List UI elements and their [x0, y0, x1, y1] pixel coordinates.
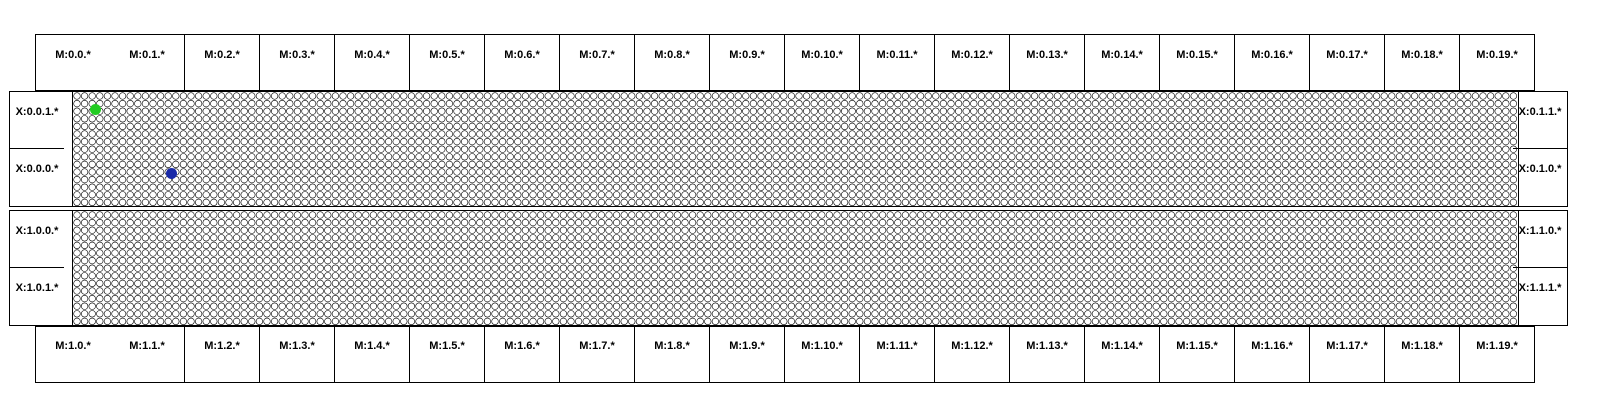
top-module-tab[interactable]: M:0.16.* — [1235, 34, 1310, 91]
block-0-right-label-0: X:0.1.1.* — [1518, 106, 1562, 118]
bottom-module-tab[interactable]: M:1.18.* — [1385, 326, 1460, 383]
block-0 — [9, 91, 1568, 207]
divider — [10, 148, 64, 149]
top-module-tab[interactable]: M:0.9.* — [710, 34, 785, 91]
top-module-tab[interactable]: M:0.11.* — [860, 34, 935, 91]
top-module-tab[interactable]: M:0.18.* — [1385, 34, 1460, 91]
divider — [1513, 267, 1567, 268]
top-module-tab[interactable]: M:0.3.* — [260, 34, 335, 91]
pin-grid — [72, 211, 1519, 325]
top-module-tab[interactable]: M:0.6.* — [485, 34, 560, 91]
bottom-module-tab[interactable]: M:1.14.* — [1085, 326, 1160, 383]
top-module-tab[interactable]: M:0.13.* — [1010, 34, 1085, 91]
block-1 — [9, 210, 1568, 326]
top-module-tab[interactable]: M:0.17.* — [1310, 34, 1385, 91]
top-module-tab[interactable]: M:0.8.* — [635, 34, 710, 91]
bottom-module-tab[interactable]: M:1.0.* — [35, 326, 111, 383]
top-module-tab[interactable]: M:0.19.* — [1460, 34, 1535, 91]
top-module-tab[interactable]: M:0.14.* — [1085, 34, 1160, 91]
top-module-tab[interactable]: M:0.15.* — [1160, 34, 1235, 91]
bottom-module-tab[interactable]: M:1.5.* — [410, 326, 485, 383]
block-1-right-label-1: X:1.1.1.* — [1518, 282, 1562, 294]
bottom-module-tab[interactable]: M:1.2.* — [185, 326, 260, 383]
divider — [1513, 148, 1567, 149]
bottom-module-tab[interactable]: M:1.8.* — [635, 326, 710, 383]
bottom-module-tab[interactable]: M:1.9.* — [710, 326, 785, 383]
block-0-left-label-0: X:0.0.1.* — [15, 106, 59, 118]
blue-marker[interactable] — [166, 168, 177, 179]
bottom-module-tab[interactable]: M:1.10.* — [785, 326, 860, 383]
bottom-module-tab[interactable]: M:1.3.* — [260, 326, 335, 383]
bottom-module-tab[interactable]: M:1.11.* — [860, 326, 935, 383]
block-0-left-label-1: X:0.0.0.* — [15, 163, 59, 175]
bottom-module-tab[interactable]: M:1.15.* — [1160, 326, 1235, 383]
bottom-module-tab[interactable]: M:1.12.* — [935, 326, 1010, 383]
top-module-tab[interactable]: M:0.4.* — [335, 34, 410, 91]
bottom-module-tab[interactable]: M:1.4.* — [335, 326, 410, 383]
divider — [10, 267, 64, 268]
pin-grid — [72, 92, 1519, 206]
bottom-module-tab[interactable]: M:1.16.* — [1235, 326, 1310, 383]
top-module-tab[interactable]: M:0.1.* — [110, 34, 185, 91]
green-marker[interactable] — [90, 104, 101, 115]
block-1-right-label-0: X:1.1.0.* — [1518, 225, 1562, 237]
bottom-module-tab[interactable]: M:1.17.* — [1310, 326, 1385, 383]
bottom-module-tab[interactable]: M:1.13.* — [1010, 326, 1085, 383]
top-module-tab[interactable]: M:0.0.* — [35, 34, 111, 91]
top-module-tab[interactable]: M:0.10.* — [785, 34, 860, 91]
block-0-right-label-1: X:0.1.0.* — [1518, 163, 1562, 175]
top-module-tab[interactable]: M:0.2.* — [185, 34, 260, 91]
bottom-module-tab[interactable]: M:1.1.* — [110, 326, 185, 383]
block-1-left-label-1: X:1.0.1.* — [15, 282, 59, 294]
bottom-module-tab[interactable]: M:1.19.* — [1460, 326, 1535, 383]
bottom-module-tab[interactable]: M:1.6.* — [485, 326, 560, 383]
bottom-module-tab[interactable]: M:1.7.* — [560, 326, 635, 383]
block-1-left-label-0: X:1.0.0.* — [15, 225, 59, 237]
top-module-tab[interactable]: M:0.12.* — [935, 34, 1010, 91]
top-module-tab[interactable]: M:0.7.* — [560, 34, 635, 91]
top-module-tab[interactable]: M:0.5.* — [410, 34, 485, 91]
